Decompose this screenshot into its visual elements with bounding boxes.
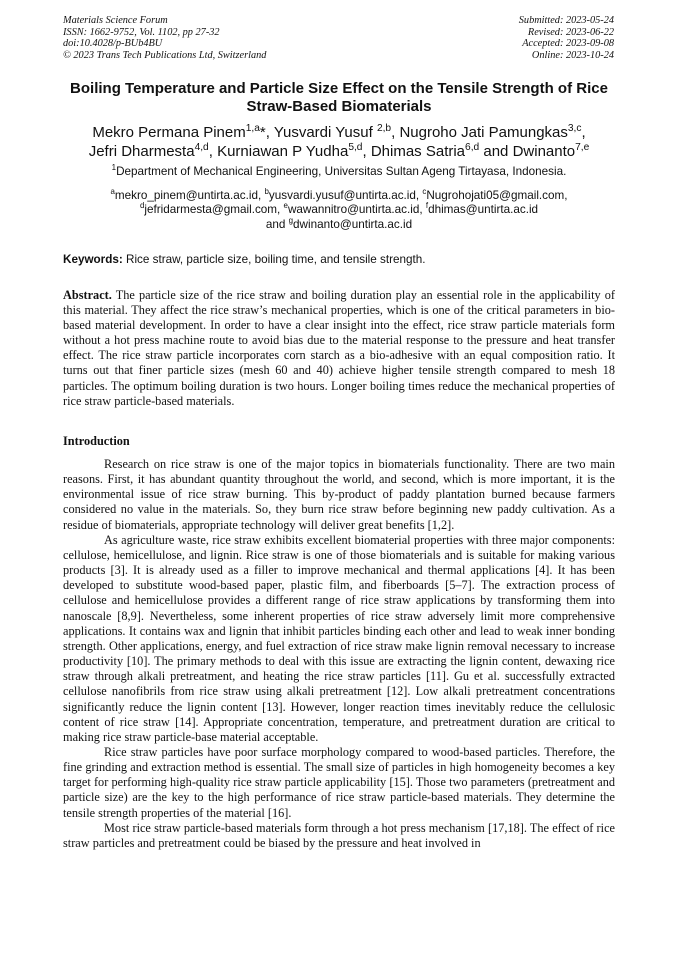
email-link[interactable]: $^c$Nugrohojati05@gmail.com: [422, 187, 565, 202]
journal-header-right: [519, 15, 614, 61]
affiliation: $^1$Department of Mechanical Engineering, Universitas Sultan Ageng Tirtayasa, Indonesia.: [111, 163, 567, 178]
email-link[interactable]: $^f$dhimas@untirta.ac.id: [425, 201, 539, 217]
author-list: [63, 124, 615, 161]
introduction-body: [63, 457, 615, 851]
email-link[interactable]: $^d$jefridarmesta@gmail.com: [139, 201, 278, 217]
keywords: [63, 253, 615, 267]
paragraph: As agriculture waste, rice straw exhibits excellent biomaterial properties with three major components: cellulose, hemicellulose, and lignin. Rice straw is one of those biomaterials and is suitable for making various products [3]. It is already used as a filler to improve mechanical and thermal applications [4]. It has been developed to substitute wood-based paper, plastic film, and fiberboards [5–7]. The extraction process of cellulose and hemicellulose provides a different range of rice straw applications by transforming them into nanoscale [8,9]. Nevertheless, some inherent properties of rice straw adversely limit more comprehensive applications. It contains wax and lignin that inhibit particles binding each other and lead to weak inner bonding strength. Other applications, energy, and fuel extraction of rice straw make lignin removal necessary to increase productivity [10]. The primary methods to deal with this issue are extracting the lignin content, dewaxing rice straw through alkali pretreatment, and heating the rice straw particles [11]. Gu et al. successfully extracted cellulose nanofibrils from rice straw using alkali pretreatment [12]. Low alkali pretreatment concentrations significantly reduce the lignin content [13]. However, longer reaction times inevitably reduce the cellulosic content of rice straw [14]. Appropriate concentration, temperature, and pretreatment duration are critical to making rice straw particle-base material acceptable.: [63, 532, 615, 744]
author: Kurniawan P Yudha$^{5,d}$,: [217, 141, 371, 160]
revised-date: Revised: 2023-06-22: [527, 26, 614, 38]
email-list: $^a$mekro_pinem@untirta.ac.id, $^b$yusvardi.yusuf@untirta.ac.id, $^c$Nugrohojati05@gmail.com, $^d$jefridarmesta@gmail.com, $^e$wawannitro@untirta.ac.id, $^f$dhimas@untirta.ac.id and $^g$dwinanto@untirta.ac.id: [110, 187, 568, 231]
email-link[interactable]: $^e$wawannitro@untirta.ac.id: [283, 201, 420, 217]
email-link[interactable]: $^g$dwinanto@untirta.ac.id: [288, 215, 413, 231]
paragraph: Rice straw particles have poor surface morphology compared to wood-based particles. Therefore, the fine grinding and extraction method is essential. The small size of particles in high homogeneity becomes a key target for performing high-quality rice straw particle applicability [15]. Those two parameters (pretreatment and particle size) are the key to the high performance of rice straw particle-based materials. They determine the tensile strength properties of the material [16].: [63, 744, 615, 820]
abstract-label: Abstract.: [63, 288, 112, 302]
journal-name: Materials Science Forum: [63, 15, 168, 26]
author: Dwinanto$^{7,e}$: [512, 141, 590, 160]
keywords-text: Rice straw, particle size, boiling time, and tensile strength.: [122, 253, 426, 266]
doi-line: doi:10.4028/p-BUb4BU: [63, 38, 163, 50]
submitted-date: Submitted: 2023-05-24: [518, 15, 614, 26]
author: Nugroho Jati Pamungkas$^{3,c}$,: [399, 123, 586, 141]
author: Dhimas Satria$^{6,d}$ and: [370, 141, 513, 160]
issn-line: ISSN: 1662-9752, Vol. 1102, pp 27-32: [63, 26, 220, 38]
author: Mekro Permana Pinem$^{1,a}$*,: [92, 123, 274, 141]
email-link[interactable]: $^b$yusvardi.yusuf@untirta.ac.id: [264, 187, 416, 202]
abstract-text: The particle size of the rice straw and boiling duration play an essential role in the applicability of this material. They affect the rice straw’s mechanical properties, which is one of the critical parameters in bio-based material development. In order to have a clear insight into the effect, rice straw particle materials form without a hot press machine route to avoid bias due to the material response to the pressure and heat transfer effect. The rice straw particle incorporates corn starch as a bio-adhesive with an equal composition ratio. It turns out that finer particle sizes (mesh 60 and 40) achieve higher tensile strength compared to mesh 18 particles. The optimum boiling duration is two hours. Longer boiling times reduce the mechanical properties of rice straw particle-based materials.: [63, 288, 615, 408]
abstract: [63, 288, 615, 409]
keywords-label: Keywords:: [63, 253, 123, 266]
section-heading-introduction: Introduction: [63, 434, 130, 448]
journal-header-left: [63, 15, 266, 61]
accepted-date: Accepted: 2023-09-08: [522, 38, 614, 50]
online-date: Online: 2023-10-24: [531, 49, 614, 61]
copyright-line: © 2023 Trans Tech Publications Ltd, Switzerland: [63, 49, 267, 61]
paragraph: Most rice straw particle-based materials form through a hot press mechanism [17,18]. The effect of rice straw particles and pretreatment could be biased by the pressure and heat involved in: [63, 820, 615, 850]
author: Jefri Dharmesta$^{4,d}$,: [88, 141, 218, 160]
author: Yusvardi Yusuf $^{2,b}$,: [273, 123, 400, 141]
email-link[interactable]: $^a$mekro_pinem@untirta.ac.id: [110, 187, 258, 202]
paper-title: Boiling Temperature and Particle Size Effect on the Tensile Strength of Rice Straw-Based Biomaterials: [70, 80, 608, 115]
paragraph: Research on rice straw is one of the major topics in biomaterials functionality. There are two main reasons. First, it has abundant quantity throughout the world, and second, which is more important, it is the environmental issue of rice straw burning. This by-product of paddy plantation burned because farmers considered no value in the materials. So, they burn rice straw before beginning new paddy cultivation. As a residue of biomaterials, appropriate technology will deliver great benefits [1,2].: [63, 457, 615, 532]
